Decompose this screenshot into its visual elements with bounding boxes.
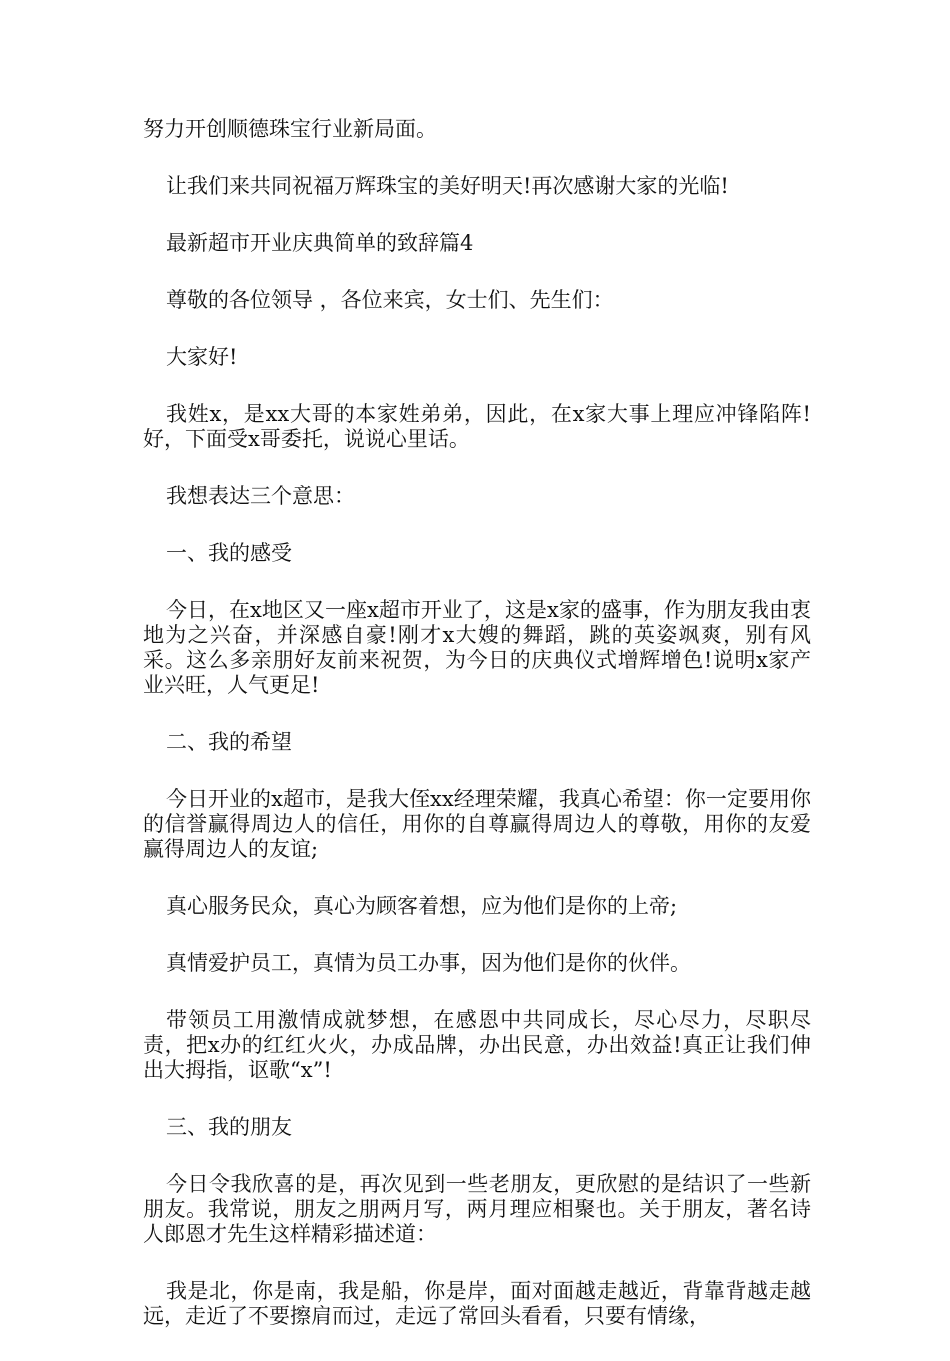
paragraph-serve-customers: 真心服务民众，真心为顾客着想，应为他们是你的上帝; [166,894,678,918]
paragraph-feeling: 今日，在x地区又一座x超市开业了，这是x家的盛事，作为朋友我由衷地为之兴奋，并深感自豪!刚才x大嫂的舞蹈，跳的英姿飒爽，别有风采。这么多亲朋好友前来祝贺，为今日的庆典仪式增辉增色!说明x家产业兴旺，人气更足! [143,598,811,697]
paragraph-three-points: 我想表达三个意思： [166,484,355,508]
salutation: 尊敬的各位领导 ，各位来宾，女士们、先生们： [166,288,614,312]
paragraph-care-staff: 真情爱护员工，真情为员工办事，因为他们是你的伙伴。 [166,951,691,975]
subheading-friends: 三、我的朋友 [166,1115,292,1139]
section-heading: 最新超市开业庆典简单的致辞篇4 [166,231,474,255]
greeting: 大家好! [166,345,238,369]
paragraph-1: 努力开创顺德珠宝行业新局面。 [143,117,437,141]
paragraph-2: 让我们来共同祝福万辉珠宝的美好明天!再次感谢大家的光临! [166,174,729,198]
paragraph-lead-staff: 带领员工用激情成就梦想，在感恩中共同成长，尽心尽力，尽职尽责，把x办的红红火火，办成品牌，办出民意，办出效益!真正让我们伸出大拇指，讴歌“x”! [143,1008,811,1082]
paragraph-poem: 我是北，你是南，我是船，你是岸，面对面越走越近，背靠背越走越远，走近了不要擦肩而过，走远了常回头看看，只要有情缘， [143,1279,811,1328]
paragraph-hope: 今日开业的x超市，是我大侄xx经理荣耀，我真心希望：你一定要用你的信誉赢得周边人的信任，用你的自尊赢得周边人的尊敬，用你的友爱赢得周边人的友谊; [143,787,811,861]
paragraph-intro: 我姓x，是xx大哥的本家姓弟弟，因此，在x家大事上理应冲锋陷阵!好，下面受x哥委托，说说心里话。 [143,402,811,451]
paragraph-friends: 今日令我欣喜的是，再次见到一些老朋友，更欣慰的是结识了一些新朋友。我常说，朋友之朋两月写，两月理应相聚也。关于朋友，著名诗人郎恩才先生这样精彩描述道： [143,1172,811,1246]
subheading-feeling: 一、我的感受 [166,541,292,565]
document-body [143,117,811,1361]
subheading-hope: 二、我的希望 [166,730,292,754]
